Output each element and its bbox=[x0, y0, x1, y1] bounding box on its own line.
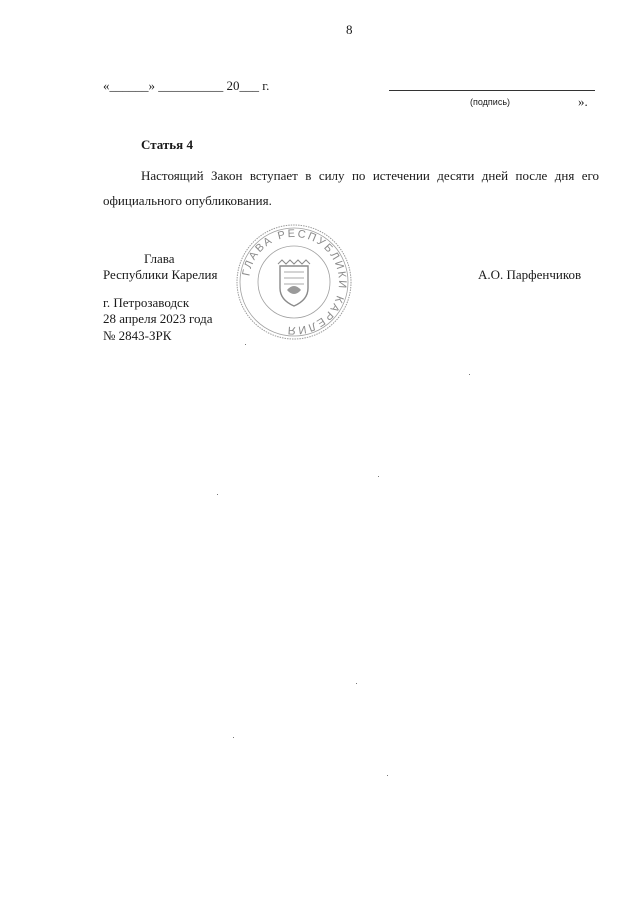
scan-speck bbox=[217, 494, 218, 495]
official-seal-stamp bbox=[234, 222, 354, 342]
scan-speck bbox=[469, 374, 470, 375]
page-number: 8 bbox=[346, 22, 353, 37]
signing-date: 28 апреля 2023 года bbox=[103, 311, 213, 326]
signature-line bbox=[389, 90, 595, 91]
law-number: № 2843-ЗРК bbox=[103, 328, 172, 343]
date-placeholder-line: «______» __________ 20___ г. bbox=[103, 78, 270, 93]
scan-speck bbox=[387, 775, 388, 776]
scan-speck bbox=[245, 344, 246, 345]
signer-organization: Республики Карелия bbox=[103, 267, 218, 282]
coat-of-arms-icon bbox=[278, 260, 310, 306]
scan-speck bbox=[378, 476, 379, 477]
scan-speck bbox=[356, 683, 357, 684]
seal-text: ГЛАВА РЕСПУБЛИКИ КАРЕЛИЯ bbox=[240, 227, 349, 337]
scan-speck bbox=[233, 737, 234, 738]
signing-place: г. Петрозаводск bbox=[103, 295, 190, 310]
signature-end-quote: ». bbox=[578, 94, 588, 109]
signer-title: Глава bbox=[144, 251, 175, 266]
article-title: Статья 4 bbox=[141, 137, 193, 152]
article-text: Настоящий Закон вступает в силу по истечении десяти дней после дня его официального опубликования. bbox=[103, 168, 599, 208]
signer-name: А.О. Парфенчиков bbox=[478, 267, 582, 282]
signature-caption: (подпись) bbox=[470, 97, 511, 107]
